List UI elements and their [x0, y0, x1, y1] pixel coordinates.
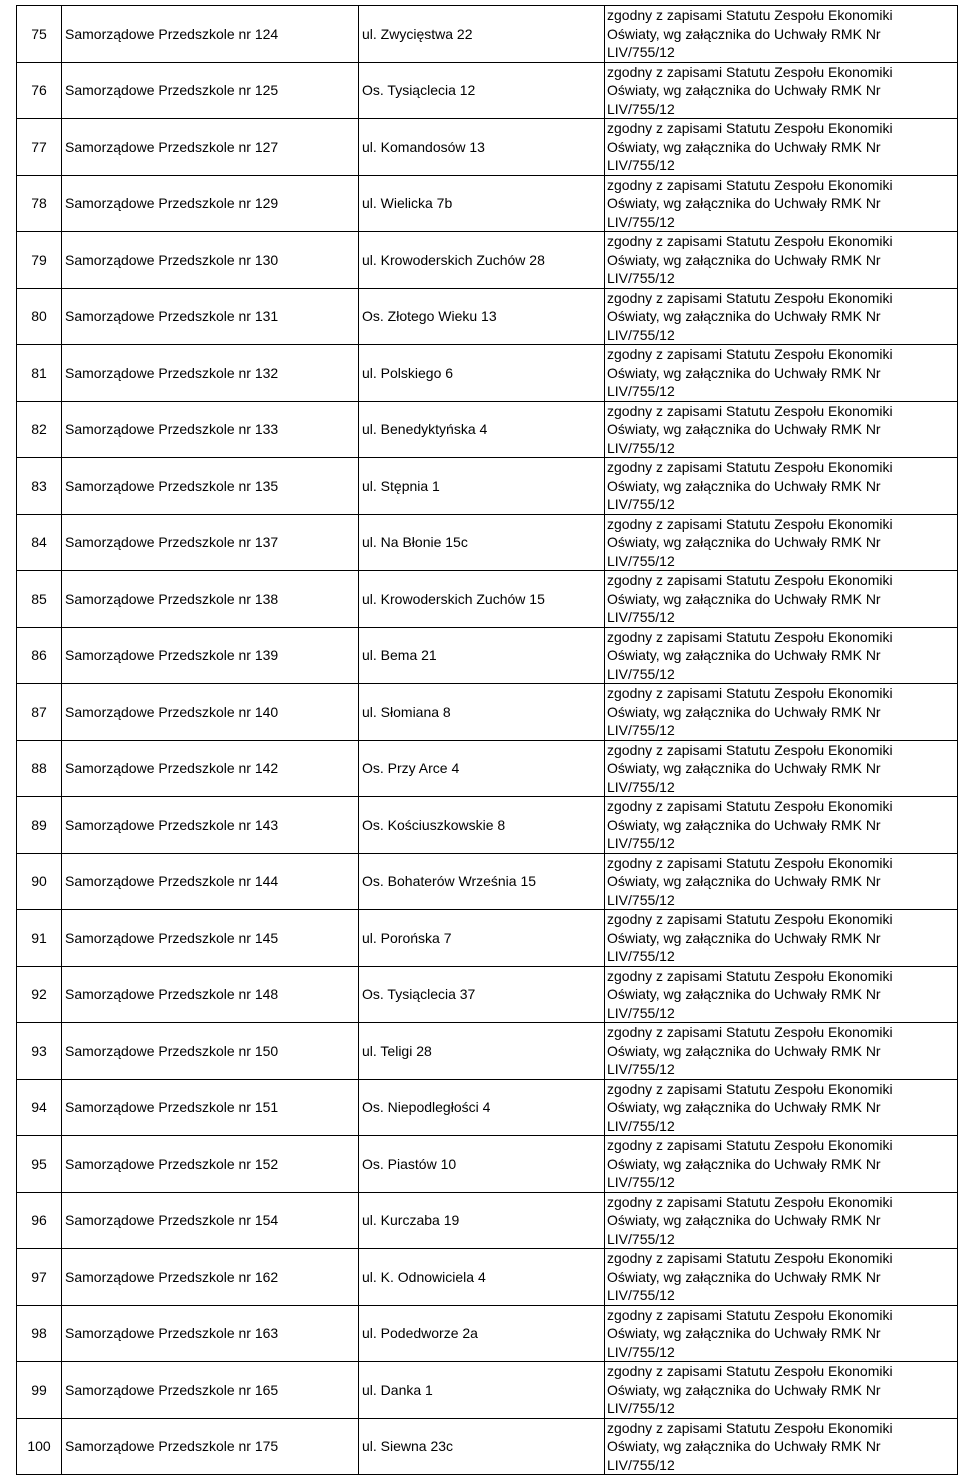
kindergarten-address: ul. Na Błonie 15c [359, 514, 605, 571]
row-number: 79 [17, 232, 62, 289]
kindergarten-address: Os. Przy Arce 4 [359, 740, 605, 797]
statute-note-line1: zgodny z zapisami Statutu Zespołu Ekonomiki [607, 515, 893, 532]
statute-note-line1: zgodny z zapisami Statutu Zespołu Ekonomiki [607, 911, 893, 927]
statute-note-line1: zgodny z zapisami Statutu Zespołu Ekonomiki [607, 120, 893, 136]
kindergarten-address: ul. Kurczaba 19 [359, 1192, 605, 1249]
table-row [17, 1192, 958, 1249]
statute-note [605, 966, 958, 1023]
statute-note-line3: LIV/755/12 [607, 157, 675, 173]
kindergarten-address: ul. Bema 21 [359, 627, 605, 684]
statute-note-line1: zgodny z zapisami Statutu Zespołu Ekonomiki [607, 967, 893, 984]
statute-note [605, 514, 958, 571]
statute-note-line1: zgodny z zapisami Statutu Zespołu Ekonomiki [607, 1250, 893, 1266]
kindergarten-name: Samorządowe Przedszkole nr 162 [62, 1249, 359, 1306]
statute-note-line3: LIV/755/12 [607, 891, 675, 908]
statute-note-line1: zgodny z zapisami Statutu Zespołu Ekonomiki [607, 63, 893, 80]
table-row [17, 740, 958, 797]
row-number: 81 [17, 345, 62, 402]
statute-note-line3: LIV/755/12 [607, 1117, 675, 1134]
statute-note [605, 740, 958, 797]
kindergarten-address: ul. Krowoderskich Zuchów 15 [359, 571, 605, 628]
kindergarten-name: Samorządowe Przedszkole nr 148 [62, 966, 359, 1023]
statute-note-line3: LIV/755/12 [607, 1456, 675, 1473]
statute-note [605, 119, 958, 176]
kindergarten-name: Samorządowe Przedszkole nr 163 [62, 1305, 359, 1362]
row-number: 93 [17, 1023, 62, 1080]
row-number: 88 [17, 740, 62, 797]
statute-note-line1: zgodny z zapisami Statutu Zespołu Ekonomiki [607, 1363, 893, 1379]
statute-note [605, 458, 958, 515]
row-number: 77 [17, 119, 62, 176]
table-row [17, 62, 958, 119]
table-row [17, 288, 958, 345]
statute-note-line1: zgodny z zapisami Statutu Zespołu Ekonomiki [607, 798, 893, 814]
statute-note [605, 1362, 958, 1419]
row-number: 87 [17, 684, 62, 741]
row-number: 78 [17, 175, 62, 232]
kindergarten-name: Samorządowe Przedszkole nr 165 [62, 1362, 359, 1419]
statute-note-line3: LIV/755/12 [607, 665, 675, 682]
statute-note-line1: zgodny z zapisami Statutu Zespołu Ekonomiki [607, 1193, 893, 1210]
statute-note-line1: zgodny z zapisami Statutu Zespołu Ekonomiki [607, 1306, 893, 1323]
kindergarten-name: Samorządowe Przedszkole nr 125 [62, 62, 359, 119]
kindergarten-address: ul. Teligi 28 [359, 1023, 605, 1080]
table-row [17, 345, 958, 402]
statute-note [605, 62, 958, 119]
kindergarten-address: Os. Kościuszkowskie 8 [359, 797, 605, 854]
statute-note-line3: LIV/755/12 [607, 326, 675, 343]
kindergarten-name: Samorządowe Przedszkole nr 175 [62, 1418, 359, 1475]
statute-note-line3: LIV/755/12 [607, 1174, 675, 1190]
kindergarten-name: Samorządowe Przedszkole nr 135 [62, 458, 359, 515]
statute-note-line3: LIV/755/12 [607, 835, 675, 851]
statute-note [605, 627, 958, 684]
kindergarten-name: Samorządowe Przedszkole nr 150 [62, 1023, 359, 1080]
table-row [17, 684, 958, 741]
kindergarten-address: Os. Tysiąclecia 12 [359, 62, 605, 119]
statute-note [605, 910, 958, 967]
statute-note-line1: zgodny z zapisami Statutu Zespołu Ekonomiki [607, 7, 893, 23]
statute-note [605, 1192, 958, 1249]
statute-note-line2: Oświaty, wg załącznika do Uchwały RMK Nr [607, 477, 881, 494]
statute-note-line3: LIV/755/12 [607, 1004, 675, 1021]
table-body [17, 6, 958, 1475]
kindergarten-name: Samorządowe Przedszkole nr 137 [62, 514, 359, 571]
kindergarten-name: Samorządowe Przedszkole nr 145 [62, 910, 359, 967]
statute-note-line1: zgodny z zapisami Statutu Zespołu Ekonomiki [607, 459, 893, 475]
table-row [17, 797, 958, 854]
statute-note-line2: Oświaty, wg załącznika do Uchwały RMK Nr [607, 873, 881, 889]
kindergarten-name: Samorządowe Przedszkole nr 139 [62, 627, 359, 684]
statute-note-line2: Oświaty, wg załącznika do Uchwały RMK Nr [607, 1042, 881, 1059]
statute-note-line1: zgodny z zapisami Statutu Zespołu Ekonomiki [607, 1419, 893, 1436]
statute-note-line3: LIV/755/12 [607, 1061, 675, 1077]
kindergarten-address: Os. Niepodległości 4 [359, 1079, 605, 1136]
statute-note-line1: zgodny z zapisami Statutu Zespołu Ekonomiki [607, 233, 893, 249]
statute-note-line3: LIV/755/12 [607, 1400, 675, 1416]
row-number: 98 [17, 1305, 62, 1362]
kindergarten-address: ul. Słomiana 8 [359, 684, 605, 741]
kindergarten-name: Samorządowe Przedszkole nr 133 [62, 401, 359, 458]
kindergarten-address: ul. Porońska 7 [359, 910, 605, 967]
statute-note-line2: Oświaty, wg załącznika do Uchwały RMK Nr [607, 421, 881, 437]
statute-note-line1: zgodny z zapisami Statutu Zespołu Ekonomiki [607, 1080, 893, 1097]
row-number: 89 [17, 797, 62, 854]
kindergarten-name: Samorządowe Przedszkole nr 152 [62, 1136, 359, 1193]
row-number: 92 [17, 966, 62, 1023]
table-row [17, 1418, 958, 1475]
statute-note-line1: zgodny z zapisami Statutu Zespołu Ekonomiki [607, 289, 893, 306]
statute-note [605, 1136, 958, 1193]
row-number: 90 [17, 853, 62, 910]
row-number: 99 [17, 1362, 62, 1419]
table-row [17, 1079, 958, 1136]
row-number: 85 [17, 571, 62, 628]
statute-note-line3: LIV/755/12 [607, 383, 675, 399]
statute-note [605, 1023, 958, 1080]
row-number: 97 [17, 1249, 62, 1306]
kindergarten-address: ul. Krowoderskich Zuchów 28 [359, 232, 605, 289]
statute-note-line2: Oświaty, wg załącznika do Uchwały RMK Nr [607, 138, 881, 155]
statute-note-line3: LIV/755/12 [607, 552, 675, 569]
statute-note [605, 232, 958, 289]
row-number: 76 [17, 62, 62, 119]
statute-note [605, 288, 958, 345]
table-row [17, 1023, 958, 1080]
statute-note-line2: Oświaty, wg załącznika do Uchwały RMK Nr [607, 1438, 881, 1454]
table-row [17, 910, 958, 967]
table-row [17, 1249, 958, 1306]
kindergarten-address: ul. Benedyktyńska 4 [359, 401, 605, 458]
table-row [17, 458, 958, 515]
kindergarten-name: Samorządowe Przedszkole nr 127 [62, 119, 359, 176]
statute-note [605, 401, 958, 458]
statute-note-line2: Oświaty, wg załącznika do Uchwały RMK Nr [607, 816, 881, 833]
statute-note-line2: Oświaty, wg załącznika do Uchwały RMK Nr [607, 1325, 881, 1341]
statute-note-line2: Oświaty, wg załącznika do Uchwały RMK Nr [607, 534, 881, 550]
statute-note [605, 1305, 958, 1362]
statute-note-line2: Oświaty, wg załącznika do Uchwały RMK Nr [607, 1155, 881, 1172]
statute-note-line3: LIV/755/12 [607, 1230, 675, 1247]
table-row [17, 119, 958, 176]
kindergarten-name: Samorządowe Przedszkole nr 132 [62, 345, 359, 402]
statute-note [605, 1418, 958, 1475]
statute-note-line1: zgodny z zapisami Statutu Zespołu Ekonomiki [607, 628, 893, 645]
kindergarten-address: Os. Bohaterów Września 15 [359, 853, 605, 910]
statute-note-line2: Oświaty, wg załącznika do Uchwały RMK Nr [607, 1268, 881, 1285]
statute-note-line3: LIV/755/12 [607, 1287, 675, 1303]
statute-note-line1: zgodny z zapisami Statutu Zespołu Ekonomiki [607, 572, 893, 588]
statute-note-line3: LIV/755/12 [607, 609, 675, 625]
statute-note-line3: LIV/755/12 [607, 439, 675, 456]
kindergarten-table [16, 5, 958, 1475]
statute-note [605, 175, 958, 232]
table-row [17, 6, 958, 63]
row-number: 84 [17, 514, 62, 571]
kindergarten-address: Os. Piastów 10 [359, 1136, 605, 1193]
statute-note [605, 1079, 958, 1136]
kindergarten-name: Samorządowe Przedszkole nr 151 [62, 1079, 359, 1136]
statute-note-line1: zgodny z zapisami Statutu Zespołu Ekonomiki [607, 1137, 893, 1153]
statute-note [605, 6, 958, 63]
statute-note [605, 797, 958, 854]
statute-note-line2: Oświaty, wg załącznika do Uchwały RMK Nr [607, 1099, 881, 1115]
statute-note-line2: Oświaty, wg załącznika do Uchwały RMK Nr [607, 195, 881, 211]
statute-note-line2: Oświaty, wg załącznika do Uchwały RMK Nr [607, 647, 881, 663]
table-row [17, 1136, 958, 1193]
kindergarten-name: Samorządowe Przedszkole nr 154 [62, 1192, 359, 1249]
kindergarten-name: Samorządowe Przedszkole nr 129 [62, 175, 359, 232]
row-number: 83 [17, 458, 62, 515]
table-row [17, 514, 958, 571]
table-row [17, 401, 958, 458]
statute-note-line2: Oświaty, wg załącznika do Uchwały RMK Nr [607, 1381, 881, 1398]
statute-note [605, 1249, 958, 1306]
row-number: 75 [17, 6, 62, 63]
kindergarten-name: Samorządowe Przedszkole nr 138 [62, 571, 359, 628]
statute-note-line1: zgodny z zapisami Statutu Zespołu Ekonomiki [607, 402, 893, 419]
row-number: 95 [17, 1136, 62, 1193]
statute-note-line2: Oświaty, wg załącznika do Uchwały RMK Nr [607, 929, 881, 946]
kindergarten-name: Samorządowe Przedszkole nr 124 [62, 6, 359, 63]
kindergarten-address: ul. Siewna 23c [359, 1418, 605, 1475]
kindergarten-address: ul. Zwycięstwa 22 [359, 6, 605, 63]
statute-note-line3: LIV/755/12 [607, 722, 675, 738]
table-row [17, 966, 958, 1023]
row-number: 96 [17, 1192, 62, 1249]
kindergarten-address: ul. Komandosów 13 [359, 119, 605, 176]
statute-note-line1: zgodny z zapisami Statutu Zespołu Ekonomiki [607, 176, 893, 193]
statute-note-line1: zgodny z zapisami Statutu Zespołu Ekonomiki [607, 1024, 893, 1040]
statute-note [605, 684, 958, 741]
kindergarten-address: Os. Tysiąclecia 37 [359, 966, 605, 1023]
statute-note-line3: LIV/755/12 [607, 948, 675, 964]
kindergarten-address: ul. Polskiego 6 [359, 345, 605, 402]
statute-note [605, 571, 958, 628]
row-number: 100 [17, 1418, 62, 1475]
statute-note-line3: LIV/755/12 [607, 44, 675, 60]
kindergarten-name: Samorządowe Przedszkole nr 131 [62, 288, 359, 345]
kindergarten-name: Samorządowe Przedszkole nr 130 [62, 232, 359, 289]
statute-note [605, 345, 958, 402]
statute-note-line3: LIV/755/12 [607, 213, 675, 230]
table-row [17, 232, 958, 289]
kindergarten-address: ul. Podedworze 2a [359, 1305, 605, 1362]
table-row [17, 175, 958, 232]
table-row [17, 571, 958, 628]
statute-note-line2: Oświaty, wg załącznika do Uchwały RMK Nr [607, 251, 881, 268]
kindergarten-address: ul. K. Odnowiciela 4 [359, 1249, 605, 1306]
kindergarten-address: ul. Danka 1 [359, 1362, 605, 1419]
statute-note-line3: LIV/755/12 [607, 270, 675, 286]
row-number: 82 [17, 401, 62, 458]
statute-note-line2: Oświaty, wg załącznika do Uchwały RMK Nr [607, 986, 881, 1002]
table-row [17, 853, 958, 910]
statute-note-line3: LIV/755/12 [607, 496, 675, 512]
statute-note-line2: Oświaty, wg załącznika do Uchwały RMK Nr [607, 364, 881, 381]
statute-note-line2: Oświaty, wg załącznika do Uchwały RMK Nr [607, 1212, 881, 1228]
table-row [17, 1305, 958, 1362]
kindergarten-name: Samorządowe Przedszkole nr 140 [62, 684, 359, 741]
statute-note-line1: zgodny z zapisami Statutu Zespołu Ekonomiki [607, 741, 893, 758]
statute-note-line2: Oświaty, wg załącznika do Uchwały RMK Nr [607, 308, 881, 324]
statute-note-line3: LIV/755/12 [607, 1343, 675, 1360]
row-number: 94 [17, 1079, 62, 1136]
statute-note-line2: Oświaty, wg załącznika do Uchwały RMK Nr [607, 25, 881, 42]
statute-note-line3: LIV/755/12 [607, 778, 675, 795]
statute-note-line1: zgodny z zapisami Statutu Zespołu Ekonomiki [607, 346, 893, 362]
kindergarten-name: Samorządowe Przedszkole nr 143 [62, 797, 359, 854]
table-row [17, 1362, 958, 1419]
kindergarten-name: Samorządowe Przedszkole nr 142 [62, 740, 359, 797]
statute-note [605, 853, 958, 910]
kindergarten-address: ul. Wielicka 7b [359, 175, 605, 232]
row-number: 86 [17, 627, 62, 684]
row-number: 80 [17, 288, 62, 345]
kindergarten-address: ul. Stępnia 1 [359, 458, 605, 515]
kindergarten-address: Os. Złotego Wieku 13 [359, 288, 605, 345]
statute-note-line3: LIV/755/12 [607, 100, 675, 117]
row-number: 91 [17, 910, 62, 967]
statute-note-line2: Oświaty, wg załącznika do Uchwały RMK Nr [607, 760, 881, 776]
statute-note-line1: zgodny z zapisami Statutu Zespołu Ekonomiki [607, 854, 893, 871]
statute-note-line2: Oświaty, wg załącznika do Uchwały RMK Nr [607, 590, 881, 607]
statute-note-line2: Oświaty, wg załącznika do Uchwały RMK Nr [607, 82, 881, 98]
statute-note-line1: zgodny z zapisami Statutu Zespołu Ekonomiki [607, 685, 893, 701]
kindergarten-name: Samorządowe Przedszkole nr 144 [62, 853, 359, 910]
statute-note-line2: Oświaty, wg załącznika do Uchwały RMK Nr [607, 703, 881, 720]
table-row [17, 627, 958, 684]
